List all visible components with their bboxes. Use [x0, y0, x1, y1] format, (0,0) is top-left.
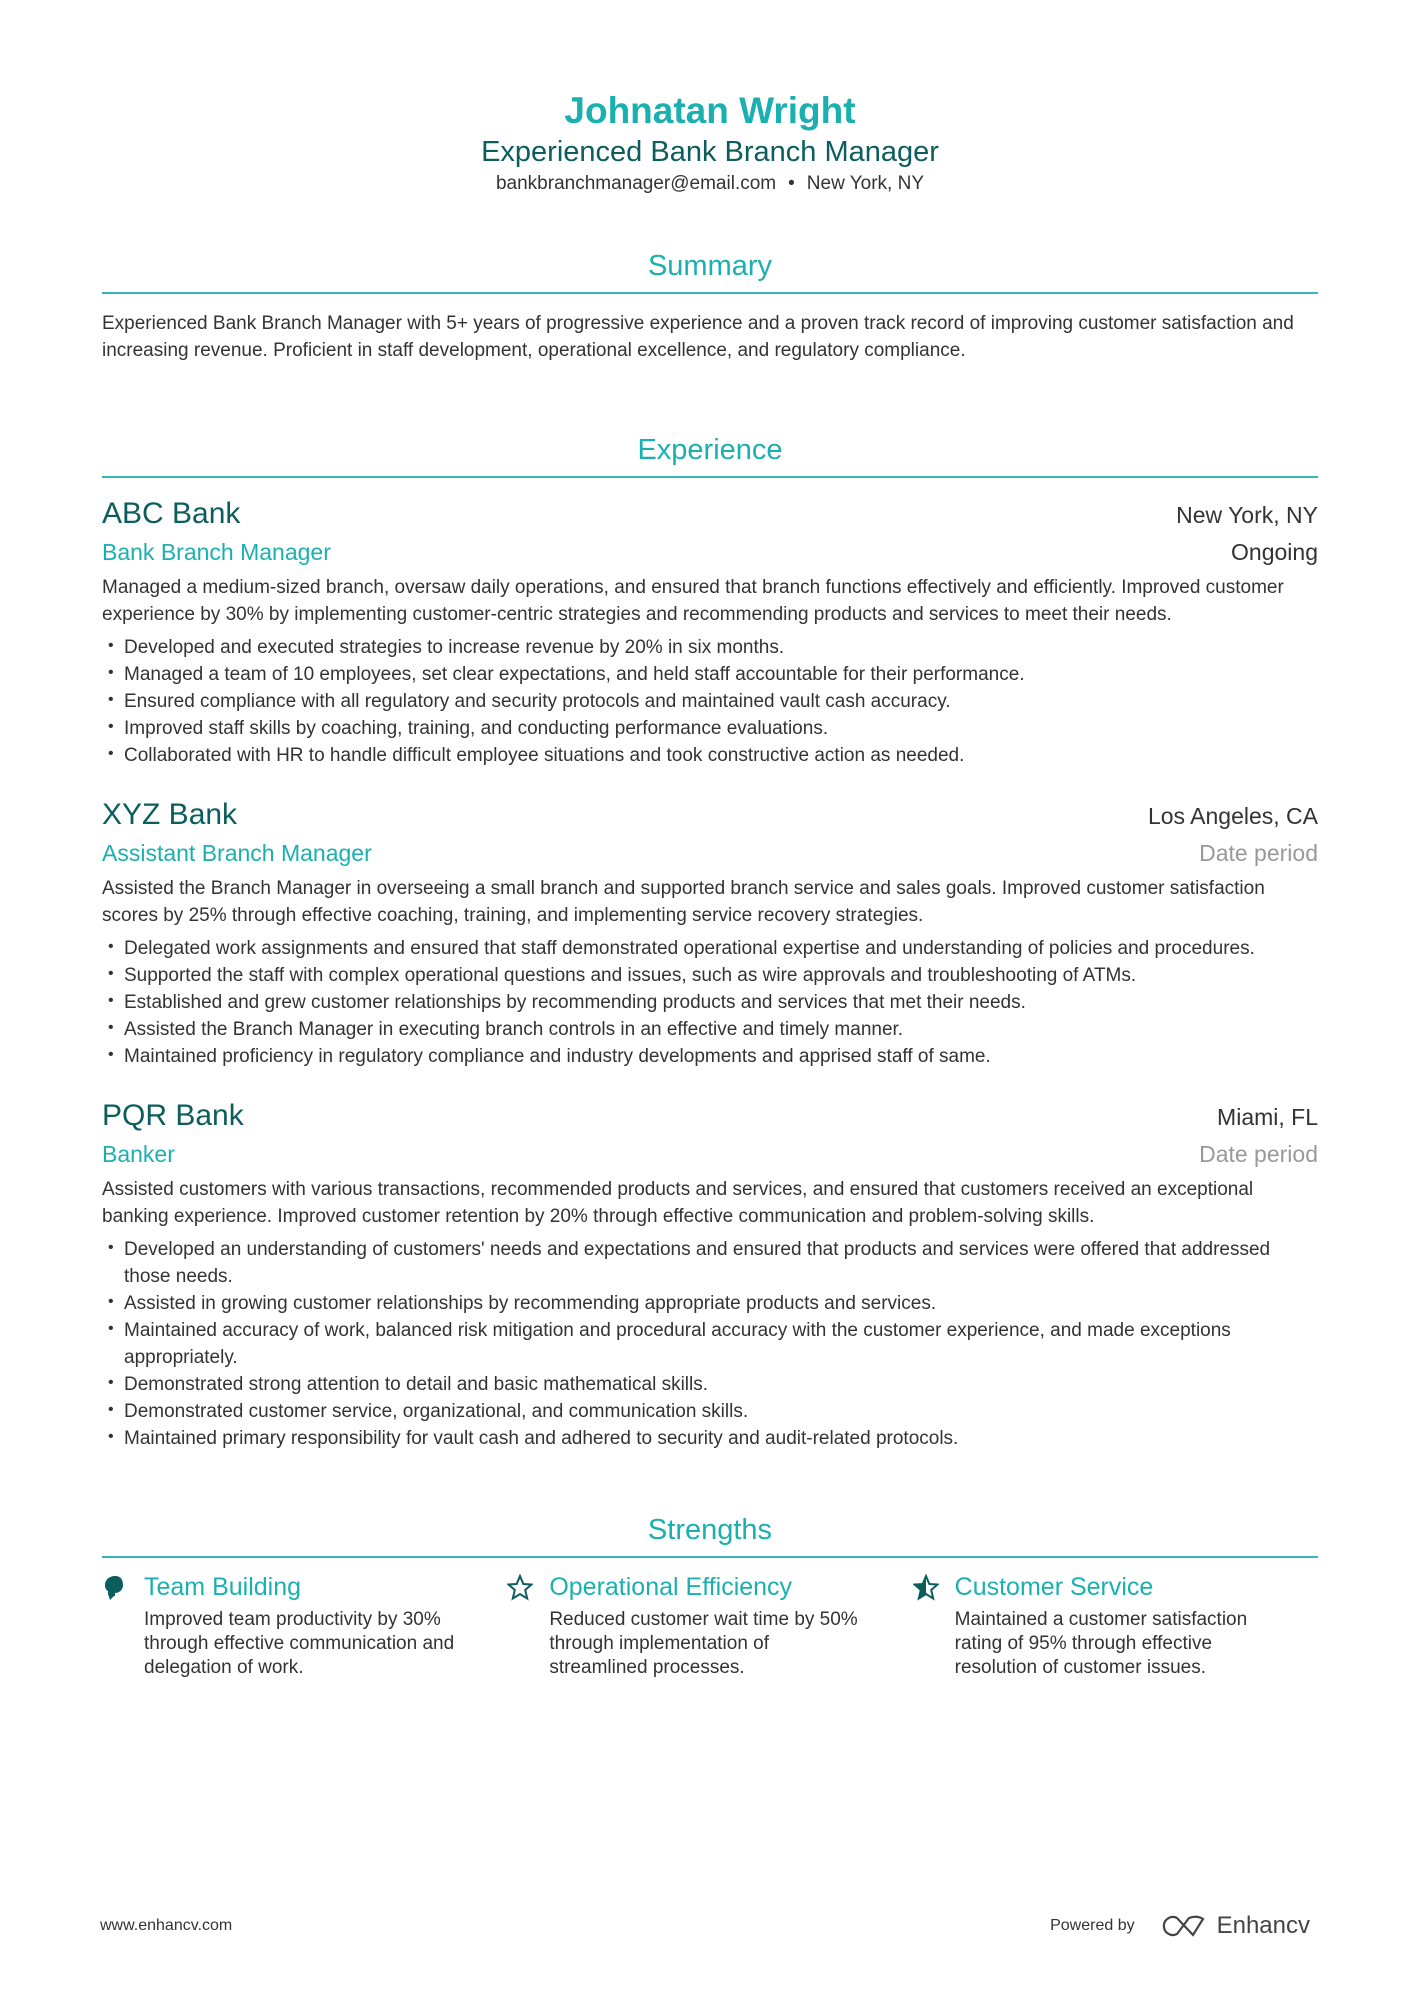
- company-name: XYZ Bank: [102, 798, 238, 831]
- enhancv-logo-icon: [1159, 1913, 1207, 1939]
- star-outline-icon: [507, 1570, 549, 1680]
- job-bullets: [102, 935, 1318, 1070]
- job-bullets: [102, 1236, 1318, 1452]
- job-entry: [102, 1096, 1318, 1452]
- bullet-item: • Ensured compliance with all regulatory and security protocols and maintained vault cash accuracy.: [102, 688, 1318, 715]
- strength-text: Improved team productivity by 30% through effective communication and delegation of work.: [144, 1609, 455, 1678]
- bullet-item: • Maintained proficiency in regulatory compliance and industry developments and apprised staff of same.: [102, 1043, 1318, 1070]
- resume: [102, 88, 1318, 1680]
- strength-item: [102, 1570, 507, 1680]
- footer: [100, 1912, 1310, 1940]
- job-role: Banker: [102, 1141, 175, 1167]
- candidate-title: Experienced Bank Branch Manager: [481, 136, 939, 168]
- section-heading: Experience: [102, 432, 1318, 478]
- strength-title: Customer Service: [954, 1573, 1154, 1601]
- experience-section: [102, 432, 1318, 1452]
- bullet-item: • Delegated work assignments and ensured that staff demonstrated operational expertise and understanding of policies and procedures.: [102, 935, 1318, 962]
- section-heading: Summary: [102, 248, 1318, 294]
- star-half-icon: [913, 1570, 955, 1680]
- job-location: Los Angeles, CA: [1147, 803, 1318, 829]
- job-description: Assisted the Branch Manager in overseeing a small branch and supported branch service and sales goals. Improved customer satisfaction scores by 25% through effective coaching, training, and implementing service recovery strategies.: [102, 878, 1265, 926]
- header: [102, 88, 1318, 198]
- strengths-section: [102, 1512, 1318, 1680]
- contact-line: [102, 170, 1318, 198]
- strength-item: [913, 1570, 1318, 1680]
- company-name: PQR Bank: [102, 1099, 244, 1132]
- job-date: Date period: [1199, 840, 1318, 866]
- brand-name: Enhancv: [1216, 1912, 1310, 1939]
- job-entry: [102, 795, 1318, 1070]
- company-name: ABC Bank: [102, 497, 241, 530]
- summary-section: [102, 248, 1318, 364]
- section-heading: Strengths: [102, 1512, 1318, 1558]
- job-description: Managed a medium-sized branch, oversaw daily operations, and ensured that branch functions effectively and efficiently. Improved customer experience by 30% by implementing customer-centric strategies and recommending products and services to meet their needs.: [102, 577, 1284, 625]
- bullet-item: • Established and grew customer relationships by recommending products and services that met their needs.: [102, 989, 1318, 1016]
- job-date: Date period: [1199, 1141, 1318, 1167]
- bullet-item: • Managed a team of 10 employees, set clear expectations, and held staff accountable for their performance.: [102, 661, 1318, 688]
- bullet-item: • Developed and executed strategies to increase revenue by 20% in six months.: [102, 634, 1318, 661]
- bullet-item: • Developed an understanding of customers' needs and expectations and ensured that products and services were offered that addressed those needs.: [102, 1236, 1318, 1290]
- job-location: New York, NY: [1176, 502, 1318, 528]
- bullet-item: • Assisted in growing customer relationships by recommending appropriate products and services.: [102, 1290, 1318, 1317]
- job-date: Ongoing: [1231, 539, 1318, 565]
- strength-text: Reduced customer wait time by 50% through implementation of streamlined processes.: [549, 1609, 858, 1678]
- strength-text: Maintained a customer satisfaction rating of 95% through effective resolution of customer issues.: [954, 1609, 1248, 1678]
- location: New York, NY: [806, 173, 925, 194]
- bullet-item: • Improved staff skills by coaching, training, and conducting performance evaluations.: [102, 715, 1318, 742]
- job-bullets: [102, 634, 1318, 769]
- bullet-item: • Maintained accuracy of work, balanced risk mitigation and procedural accuracy with the customer experience, and made exceptions appropriately.: [102, 1317, 1318, 1371]
- enhancv-logo[interactable]: [1159, 1912, 1310, 1940]
- bullet-item: • Assisted the Branch Manager in executing branch controls in an effective and timely manner.: [102, 1016, 1318, 1043]
- job-role: Assistant Branch Manager: [102, 840, 372, 866]
- bullet-item: • Maintained primary responsibility for vault cash and adhered to security and audit-related protocols.: [102, 1425, 1318, 1452]
- job-entry: [102, 494, 1318, 769]
- strength-title: Team Building: [144, 1573, 302, 1601]
- bullet-item: • Supported the staff with complex operational questions and issues, such as wire approvals and troubleshooting of ATMs.: [102, 962, 1318, 989]
- candidate-name: Johnatan Wright: [564, 90, 856, 131]
- separator-dot: •: [788, 173, 795, 194]
- footer-url[interactable]: www.enhancv.com: [100, 1917, 233, 1934]
- strength-item: [507, 1570, 912, 1680]
- bullet-item: • Demonstrated strong attention to detail and basic mathematical skills.: [102, 1371, 1318, 1398]
- bullet-item: • Collaborated with HR to handle difficult employee situations and took constructive action as needed.: [102, 742, 1318, 769]
- email[interactable]: bankbranchmanager@email.com: [495, 173, 777, 194]
- summary-text: Experienced Bank Branch Manager with 5+ years of progressive experience and a proven track record of improving customer satisfaction and increasing revenue. Proficient in staff development, operational excellence, and regulatory compliance.: [102, 313, 1294, 361]
- job-description: Assisted customers with various transactions, recommended products and services, and ensured that customers received an exceptional banking experience. Improved customer retention by 20% through effective communication and problem-solving skills.: [102, 1179, 1254, 1227]
- strength-title: Operational Efficiency: [549, 1573, 793, 1601]
- job-location: Miami, FL: [1217, 1104, 1318, 1130]
- job-role: Bank Branch Manager: [102, 539, 331, 565]
- head-icon: [102, 1570, 144, 1680]
- bullet-item: • Demonstrated customer service, organizational, and communication skills.: [102, 1398, 1318, 1425]
- powered-by: Powered by: [1050, 1917, 1135, 1934]
